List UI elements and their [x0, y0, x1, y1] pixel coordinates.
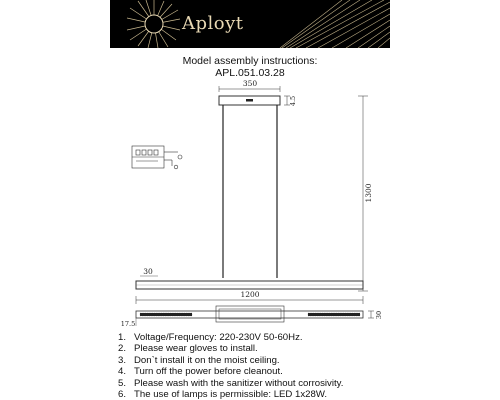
bottom-height-label: 30: [375, 310, 383, 320]
bottom-view: [136, 306, 363, 322]
instruction-item: 5. Please wash with the sanitizer without corrosivity.: [118, 377, 344, 389]
bar-height-label: 30: [143, 267, 153, 276]
canopy-screw: [246, 99, 253, 102]
model-number: APL.051.03.28: [215, 67, 285, 79]
instruction-item: 1. Voltage/Frequency: 220-230V 50-60Hz.: [118, 332, 303, 343]
instruction-item: 6. The use of lamps is permissible: LED 1x28W.: [118, 389, 328, 400]
top-width-label: 350: [242, 79, 258, 88]
page-title: Model assembly instructions:: [182, 55, 318, 67]
terminal-block-icon: [132, 146, 182, 169]
bar-length-label: 1200: [240, 290, 260, 299]
instruction-list: [118, 332, 343, 400]
instruction-item: 3. Don`t install it on the moist ceiling.: [118, 354, 280, 366]
side-gap-label: 17.5: [120, 320, 136, 328]
instruction-item: 4. Turn off the power before cleanout.: [118, 366, 283, 378]
canopy-height-label: 4.5: [289, 95, 297, 107]
total-height-label: 1300: [364, 183, 373, 203]
brand-name: Aployt: [182, 13, 244, 34]
instruction-item: 2. Please wear gloves to install.: [118, 343, 258, 355]
